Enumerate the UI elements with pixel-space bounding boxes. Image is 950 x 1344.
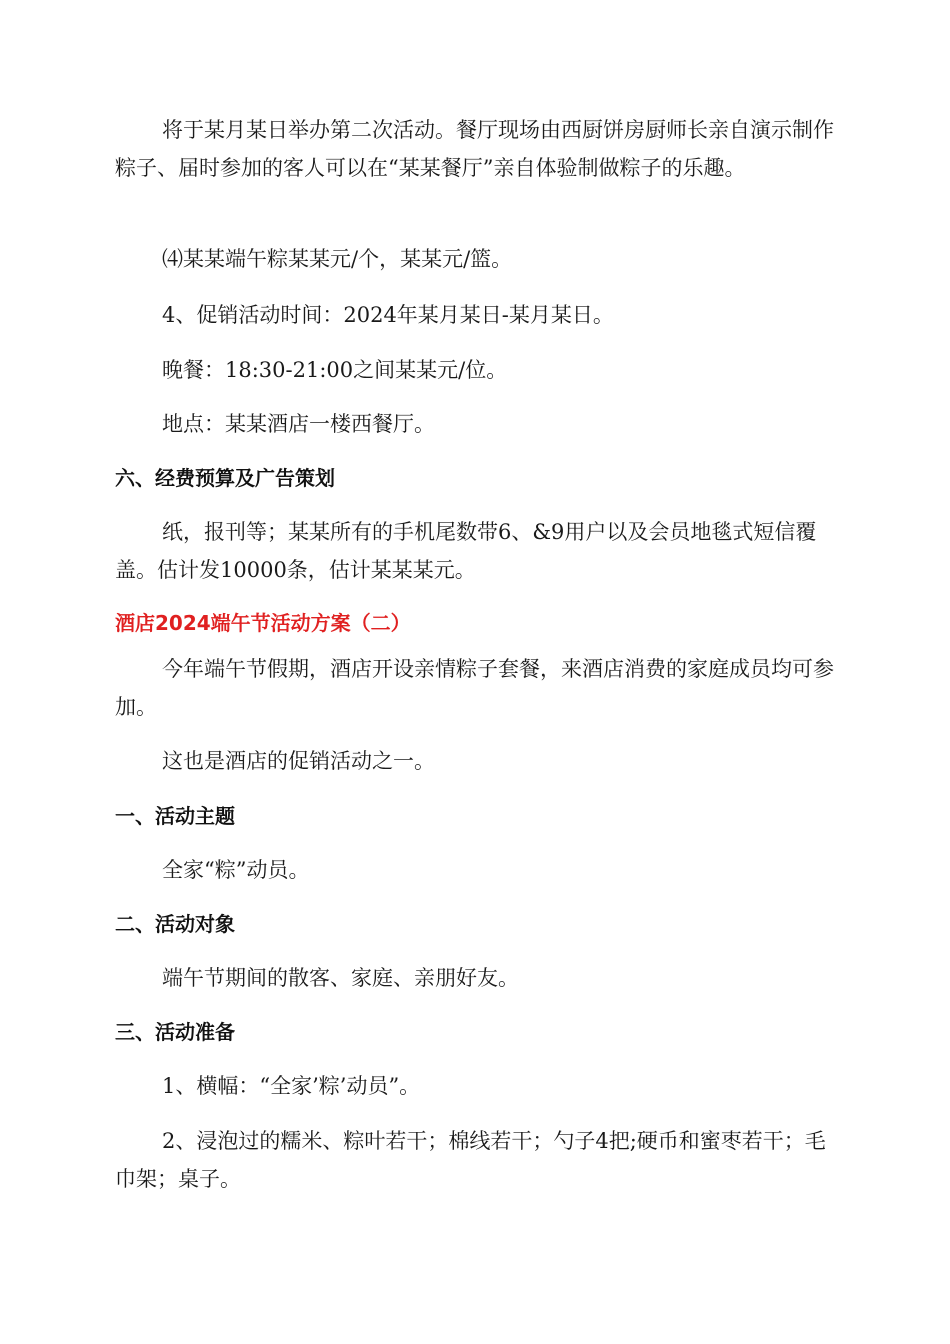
paragraph-second-event: 将于某月某日举办第二次活动。餐厅现场由西厨饼房厨师长亲自演示制作粽子、届时参加的客人可以在“某某餐厅”亲自体验制做粽子的乐趣。: [115, 118, 834, 180]
heading-preparation: 三、活动准备: [115, 1020, 235, 1044]
paragraph-zongzi-price: ⑷某某端午粽某某元/个，某某元/篮。: [162, 247, 513, 271]
paragraph-family-package: 今年端午节假期，酒店开设亲情粽子套餐，来酒店消费的家庭成员均可参加。: [115, 657, 834, 719]
paragraph-promo-time: 4、促销活动时间：2024年某月某日-某月某日。: [162, 303, 614, 327]
paragraph-materials: 2、浸泡过的糯米、粽叶若干；棉线若干；勺子4把;硬币和蜜枣若干；毛巾架；桌子。: [115, 1129, 826, 1191]
paragraph-theme: 全家“粽”动员。: [162, 858, 310, 882]
paragraph-sms-coverage: 纸，报刊等；某某所有的手机尾数带6、&9用户以及会员地毯式短信覆盖。估计发10000条，估计某某某元。: [115, 520, 817, 582]
section-title: 酒店2024端午节活动方案（二）: [115, 611, 411, 635]
heading-theme: 一、活动主题: [115, 804, 235, 828]
heading-budget: 六、经费预算及广告策划: [115, 466, 335, 490]
paragraph-dinner: 晚餐：18:30-21:00之间某某元/位。: [162, 358, 508, 382]
paragraph-location: 地点：某某酒店一楼西餐厅。: [162, 412, 435, 436]
paragraph-audience: 端午节期间的散客、家庭、亲朋好友。: [162, 966, 519, 990]
paragraph-promo-one: 这也是酒店的促销活动之一。: [162, 749, 435, 773]
heading-audience: 二、活动对象: [115, 912, 235, 936]
paragraph-banner: 1、横幅：“全家’粽’动员”。: [162, 1074, 421, 1098]
